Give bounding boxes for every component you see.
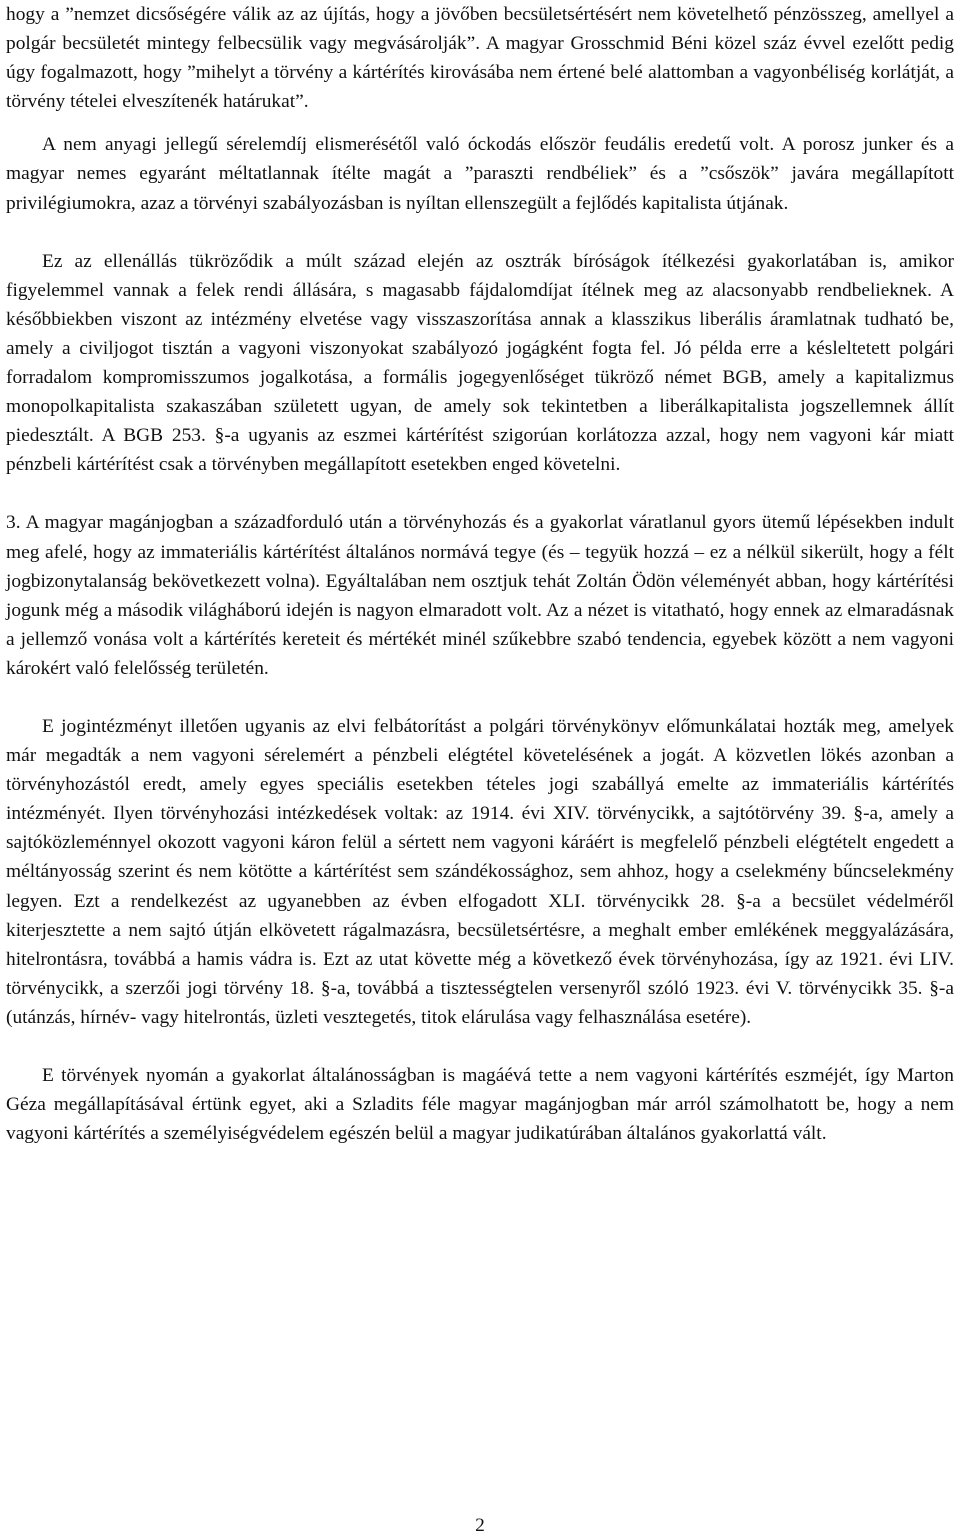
paragraph-austrian-courts: Ez az ellenállás tükröződik a múlt század elején az osztrák bíróságok ítélkezési gyakorlatában is, amikor figyelemmel vannak a felek rendi állására, s magasabb fájdalomdíjat ítélnek meg az alacsonyabb rendbelieknek. A későbbiekben viszont az intézmény elvetése vagy visszaszorítása annak a klasszikus liberális áramlatnak tudható be, amely a civiljogot tisztán a vagyoni viszonyokat szabályozó jogágként fogta fel. Jó példa erre a késleltetett polgári forradalom kompromisszumos jogalkotása, a formális jogegyenlőséget tükröző német BGB, amely a kapitalizmus monopolkapitalista szakaszában született ugyan, de amely sok tekintetben a liberálkapitalista jogszellemnek állít piedesztált. A BGB 253. §-a ugyanis az eszmei kártérítést szigorúan korlátozza azzal, hogy nem vagyoni kár miatt pénzbeli kártérítést csak a törvényben megállapított esetekben enged követelni. bbox=[6, 250, 954, 476]
document-page bbox=[6, 0, 954, 1148]
paragraph-practice: E törvények nyomán a gyakorlat általánosságban is magáévá tette a nem vagyoni kártérítés eszméjét, így Marton Géza megállapításával értünk egyet, aki a Szladits féle magyar magánjogban már arról számolhatott be, hogy a nem vagyoni kártérítés a személyiségvédelem egészén belül a magyar judikatúrában általános gyakorlattá vált. bbox=[6, 1065, 954, 1145]
page-number: 2 bbox=[475, 1515, 485, 1536]
paragraph-section-3: 3. A magyar magánjogban a századforduló után a törvényhozás és a gyakorlat váratlanul gyors ütemű lépésekben indult meg afelé, hogy az immateriális kártérítést általános normává tegye (és – tegyük hozzá – ez a nélkül sikerült, hogy a félt jogbizonytalanság bekövetkezett volna). Egyáltalában nem osztjuk tehát Zoltán Ödön véleményét abban, hogy kártérítési jogunk még a második világháború idején is nagyon elmaradott volt. Az a nézet is vitatható, hogy ennek az elmaradásnak a jellemző vonása volt a kártérítés kereteit és mértékét minél szűkebbre szabó tendencia, egyebek között a nem vagyoni károkért való felelősség területén. bbox=[6, 512, 954, 679]
paragraph-continuation: hogy a ”nemzet dicsőségére válik az az újítás, hogy a jövőben becsületsértésért nem követelhető pénzösszeg, amellyel a polgár becsületét mintegy felbecsülik vagy megvásárolják”. A magyar Grosschmid Béni közel száz évvel ezelőtt pedig úgy fogalmazott, hogy ”mihelyt a törvény a kártérítés kirovásába nem értené belé alattomban a vagyonbéliség korlátját, a törvény tételei elveszítenék határukat”. bbox=[6, 4, 954, 113]
paragraph-legislation: E jogintézményt illetően ugyanis az elvi felbátorítást a polgári törvénykönyv előmunkálatai hozták meg, amelyek már megadták a nem vagyoni sérelemért a pénzbeli elégtétel követelésének a jogát. A közvetlen lökés azonban a törvényhozástól eredt, amely egyes speciális esetekben tételes jogi szabállyá emelte az immateriális kártérítés intézményét. Ilyen törvényhozási intézkedések voltak: az 1914. évi XIV. törvénycikk, a sajtótörvény 39. §-a, amely a sajtóközleménnyel okozott vagyoni káron felül a sértett nem vagyoni káráért is megfelelő pénzbeli elégtételt engedett a méltányosság szerint és nem kötötte a kártérítést sem szándékossághoz, sem ahhoz, hogy a cselekmény bűncselekmény legyen. Ezt a rendelkezést az ugyanebben az évben elfogadott XLI. törvénycikk 28. §-a a becsület védelméről kiterjesztette a nem sajtó útján elkövetett rágalmazásra, becsületsértésre, a meghalt ember emlékének meggyalázására, hitelrontásra, továbbá a hamis vádra is. Ezt az utat követte még a következő évek törvényhozása, így az 1921. évi LIV. törvénycikk, a szerzői jogi törvény 18. §-a, továbbá a tisztességtelen versenyről szóló 1923. évi V. törvénycikk 35. §-a (utánzás, hírnév- vagy hitelrontás, üzleti vesztegetés, titok elárulása vagy felhasználása esetére). bbox=[6, 715, 954, 1028]
paragraph-feudal-origin: A nem anyagi jellegű sérelemdíj elismerésétől való óckodás először feudális eredetű volt. A porosz junker és a magyar nemes egyaránt méltatlannak ítélte magát a ”paraszti rendbéliek” és a ”csőszök” javára megállapított privilégiumokra, azaz a törvényi szabályozásban is nyíltan ellenszegült a fejlődés kapitalista útjának. bbox=[6, 134, 954, 214]
